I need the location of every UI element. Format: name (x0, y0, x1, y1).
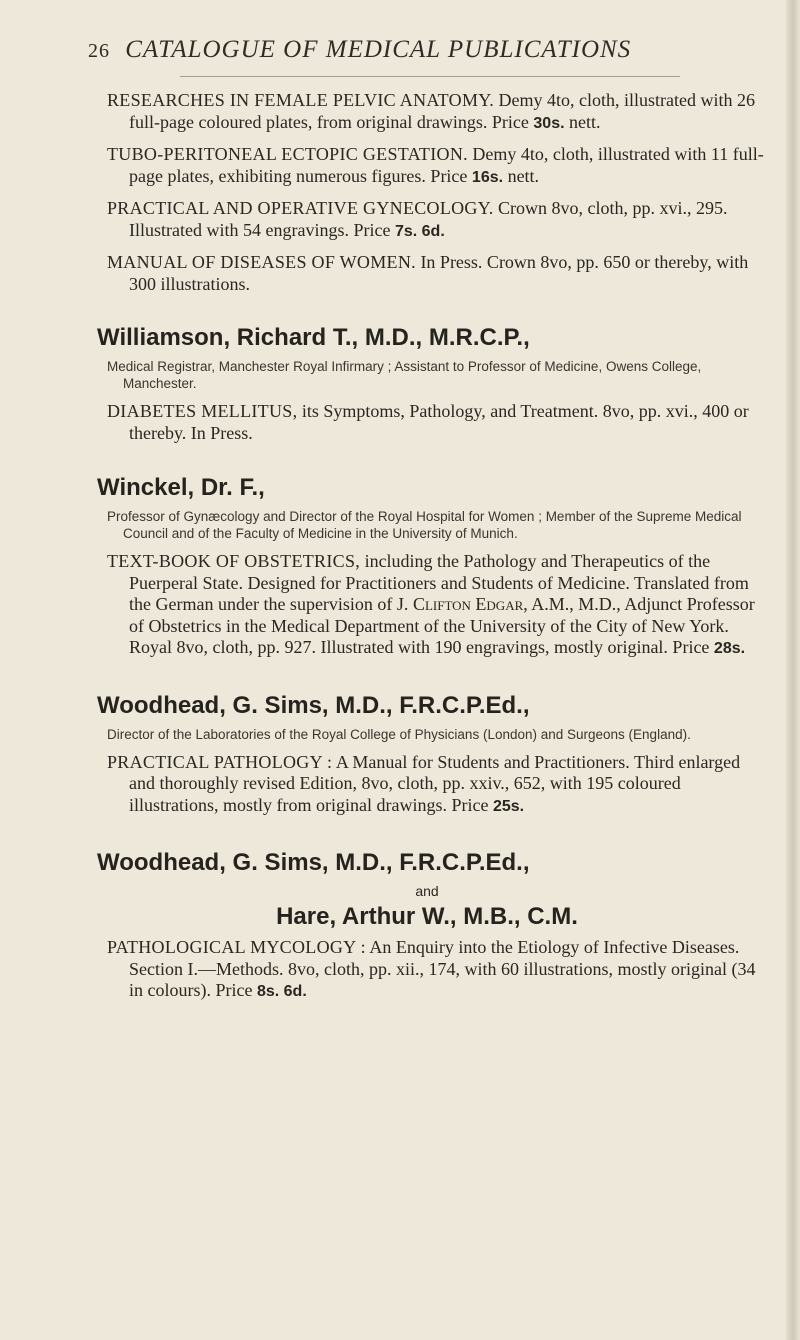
header-rule (180, 76, 680, 77)
publication-title: DIABETES MELLITUS, (107, 401, 298, 421)
page-header (88, 36, 728, 64)
publication-entry (107, 144, 764, 188)
publication-entry (107, 551, 764, 660)
publication-desc: An Enquiry into the Etiology of Infective Diseases. Section I.—Methods. 8vo, cloth, pp. xii., 174, with 60 illustrations, mostly original (34 in colours). Price (129, 937, 756, 1000)
section-woodhead-hare (97, 849, 764, 1003)
publication-desc: Demy 4to, cloth, illustrated with 11 full-page plates, exhibiting numerous figures. Price (129, 144, 764, 186)
translator-name: Clifton Edgar (412, 594, 524, 614)
author-name: Winckel, Dr. F., (97, 474, 265, 501)
page-number: 26 (88, 40, 110, 62)
section-winckel (97, 474, 764, 660)
co-author-name: Hare, Arthur W., M.B., C.M. (276, 903, 578, 930)
publication-title: MANUAL OF DISEASES OF WOMEN. (107, 252, 416, 272)
publication-title: TUBO-PERITONEAL ECTOPIC GESTATION. (107, 144, 468, 164)
publication-price: 30s. (533, 114, 565, 132)
publication-price: 8s. 6d. (256, 983, 307, 1000)
publication-price: 28s. (713, 640, 746, 657)
publication-desc: A Manual for Students and Practitioners. Third enlarged and thoroughly revised Edition, 8vo, cloth, pp. xxiv., 652, with 195 coloured illustrations, mostly from original drawings. Price (129, 751, 741, 815)
author-name: Woodhead, G. Sims, M.D., F.R.C.P.Ed., (97, 849, 530, 876)
publication-entry (107, 198, 764, 242)
section-woodhead (97, 691, 764, 818)
publication-title: PATHOLOGICAL MYCOLOGY : (107, 937, 366, 957)
publication-price: 7s. 6d. (394, 222, 445, 240)
publication-desc: its Symptoms, Pathology, and Treatment. 8vo, pp. xvi., 400 or thereby. In Press. (129, 401, 749, 443)
publication-desc: In Press. Crown 8vo, pp. 650 or thereby, with 300 illustrations. (129, 252, 749, 294)
section-continuation (107, 90, 764, 296)
publication-desc: Crown 8vo, cloth, pp. xvi., 295. Illustrated with 54 engravings. Price (129, 198, 728, 240)
publication-title: PRACTICAL PATHOLOGY : (107, 751, 333, 772)
publication-title: RESEARCHES IN FEMALE PELVIC ANATOMY. (107, 90, 495, 110)
page-edge (786, 0, 800, 1340)
author-name: Woodhead, G. Sims, M.D., F.R.C.P.Ed., (97, 691, 530, 719)
section-williamson (97, 324, 764, 444)
publication-tail: nett. (503, 165, 540, 186)
author-conjunction: and (415, 883, 439, 899)
publication-title: TEXT-BOOK OF OBSTETRICS, (107, 551, 361, 571)
publication-tail: nett. (564, 111, 601, 132)
author-name: Williamson, Richard T., M.D., M.R.C.P., (97, 324, 530, 351)
publication-price: 16s. (471, 168, 504, 186)
publication-desc: Demy 4to, cloth, illustrated with 26 full-page coloured plates, from original drawings. Price (129, 90, 755, 132)
publication-entry (107, 252, 764, 296)
publication-entry (107, 752, 764, 818)
catalogue-content (97, 90, 764, 1013)
publication-desc-cont: , A.M., M.D., Adjunct Professor of Obstetrics in the Medical Department of the University of the City of New York. Royal 8vo, cloth, pp. 927. Illustrated with 190 engravings, mostly original. Price (129, 594, 755, 657)
author-affiliation: Professor of Gynæcology and Director of the Royal Hospital for Women ; Member of the Supreme Medical Council and of the Faculty of Medicine in the University of Munich. (107, 509, 742, 541)
header-title: CATALOGUE OF MEDICAL PUBLICATIONS (125, 36, 632, 63)
author-affiliation: Director of the Laboratories of the Royal College of Physicians (London) and Surgeons (England). (107, 726, 691, 742)
publication-entry (107, 937, 764, 1003)
author-affiliation: Medical Registrar, Manchester Royal Infirmary ; Assistant to Professor of Medicine, Owens College, Manchester. (107, 359, 702, 391)
publication-title: PRACTICAL AND OPERATIVE GYNECOLOGY. (107, 198, 494, 218)
publication-desc: including the Pathology and Therapeutics of the Puerperal State. Designed for Practitioners and Students of Medicine. Translated from the German under the supervision of J. (129, 551, 749, 614)
publication-entry (107, 401, 764, 444)
publication-entry (107, 90, 764, 134)
publication-price: 25s. (492, 797, 525, 815)
